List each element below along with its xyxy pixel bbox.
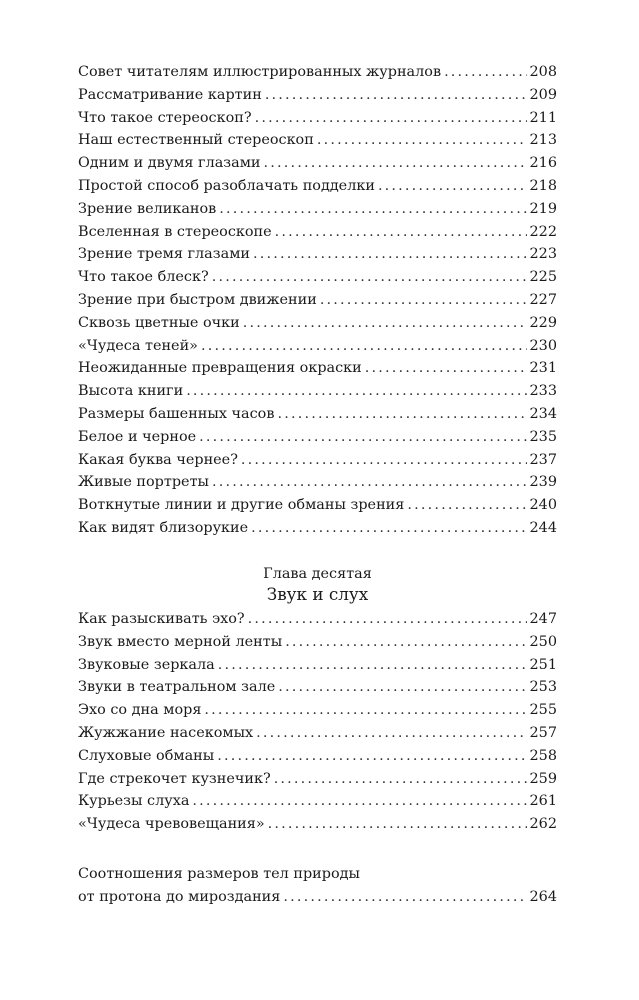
toc-entry[interactable] bbox=[78, 517, 557, 540]
dot-leader bbox=[255, 107, 527, 130]
toc-entry-page: 261 bbox=[529, 793, 557, 810]
toc-entry[interactable] bbox=[78, 357, 557, 380]
dot-leader bbox=[268, 813, 527, 836]
toc-entry[interactable] bbox=[78, 175, 557, 198]
toc-entry[interactable] bbox=[78, 676, 557, 699]
toc-entry-title: Зрение тремя глазами bbox=[78, 246, 250, 263]
toc-entry-page: 209 bbox=[529, 86, 557, 103]
toc-entry-title: Сквозь цветные очки bbox=[78, 314, 240, 331]
toc-entry-page: 208 bbox=[529, 64, 557, 80]
toc-entry[interactable] bbox=[78, 699, 557, 722]
toc-entry[interactable] bbox=[78, 790, 557, 813]
toc-entry[interactable] bbox=[78, 886, 557, 909]
toc-entry-title: от протона до мироздания bbox=[78, 888, 281, 905]
toc-entry[interactable] bbox=[78, 107, 557, 130]
dot-leader bbox=[212, 471, 527, 494]
toc-entry-title: Зрение великанов bbox=[78, 200, 217, 217]
dot-leader bbox=[218, 654, 527, 677]
dot-leader bbox=[256, 722, 526, 745]
toc-entry[interactable] bbox=[78, 631, 557, 654]
toc-entry-page: 251 bbox=[529, 656, 557, 673]
toc-entry[interactable] bbox=[78, 312, 557, 335]
toc-entry-page: 216 bbox=[529, 155, 557, 172]
dot-leader bbox=[212, 266, 527, 289]
toc-entry[interactable] bbox=[78, 221, 557, 244]
dot-leader bbox=[217, 745, 526, 768]
chapter-label: Глава десятая bbox=[263, 566, 372, 582]
toc-entry-title: «Чудеса чревовещания» bbox=[78, 816, 265, 833]
dot-leader bbox=[407, 494, 526, 517]
dot-leader bbox=[275, 221, 527, 244]
toc-entry[interactable] bbox=[78, 84, 557, 107]
toc-entry-title: Рассматривание картин bbox=[78, 86, 262, 103]
toc-entry-page: 233 bbox=[529, 383, 557, 400]
toc-entry[interactable] bbox=[78, 266, 557, 289]
toc-entry-page: 223 bbox=[529, 246, 557, 263]
toc-entry[interactable] bbox=[78, 152, 557, 175]
toc-entry[interactable] bbox=[78, 722, 557, 745]
toc-entry-page: 211 bbox=[529, 109, 557, 126]
dot-leader bbox=[199, 426, 526, 449]
toc-entry-page: 235 bbox=[529, 428, 557, 445]
toc-entry-title: Что такое стереоскоп? bbox=[78, 109, 252, 126]
toc-entry-page: 253 bbox=[529, 679, 557, 696]
toc-entry-page: 247 bbox=[529, 611, 557, 627]
toc-entry-title: Неожиданные превращения окраски bbox=[78, 360, 362, 377]
toc-entry-title: Воткнутые линии и другие обманы зрения bbox=[78, 497, 405, 514]
dot-leader bbox=[264, 152, 527, 175]
toc-entry-title: Как разыскивать эхо? bbox=[78, 611, 245, 627]
dot-leader bbox=[320, 289, 527, 312]
toc-entry-page: 225 bbox=[529, 269, 557, 286]
toc-entry-page: 218 bbox=[529, 177, 557, 194]
dot-leader bbox=[265, 84, 527, 107]
toc-entry-page: 258 bbox=[529, 747, 557, 764]
toc-entry-page: 250 bbox=[529, 633, 557, 650]
toc-entry-title: Белое и черное bbox=[78, 428, 197, 445]
dot-leader bbox=[253, 243, 527, 266]
toc-entry-title: Совет читателям иллюстрированных журналов bbox=[78, 64, 442, 80]
toc-entry-title: Звуки в театральном зале bbox=[78, 679, 276, 696]
toc-entry-title: Слуховые обманы bbox=[78, 747, 215, 764]
toc-entry-title: Курьезы слуха bbox=[78, 793, 190, 810]
toc-entry-title: Зрение при быстром движении bbox=[78, 291, 317, 308]
toc-entry-title: Вселенная в стереоскопе bbox=[78, 223, 272, 240]
dot-leader bbox=[278, 676, 526, 699]
chapter-title: Звук и слух bbox=[266, 584, 369, 604]
toc-entry-title: Эхо со дна моря bbox=[78, 702, 202, 719]
toc-entry[interactable] bbox=[78, 494, 557, 517]
dot-leader bbox=[283, 886, 526, 909]
toc-entry-page: 255 bbox=[529, 702, 557, 719]
toc-entry-title: Живые портреты bbox=[78, 474, 209, 491]
toc-entry-title: Где стрекочет кузнечик? bbox=[78, 770, 271, 787]
dot-leader bbox=[365, 357, 527, 380]
toc-section-1 bbox=[78, 61, 557, 540]
toc-entry-title: Размеры башенных часов bbox=[78, 405, 275, 422]
toc-entry[interactable] bbox=[78, 403, 557, 426]
dot-leader bbox=[285, 631, 526, 654]
toc-entry[interactable] bbox=[78, 61, 557, 84]
toc-entry-title: Высота книги bbox=[78, 383, 184, 400]
toc-entry-page: 227 bbox=[529, 291, 557, 308]
dot-leader bbox=[317, 129, 527, 152]
toc-entry[interactable] bbox=[78, 198, 557, 221]
toc-entry[interactable] bbox=[78, 129, 557, 152]
dot-leader bbox=[378, 175, 527, 198]
dot-leader bbox=[192, 790, 526, 813]
toc-appendix bbox=[78, 863, 557, 909]
toc-entry[interactable] bbox=[78, 426, 557, 449]
toc-entry-page: 222 bbox=[529, 223, 557, 240]
toc-entry-title: Звук вместо мерной ленты bbox=[78, 633, 283, 650]
toc-entry-page: 230 bbox=[529, 337, 557, 354]
toc-entry[interactable] bbox=[78, 654, 557, 677]
toc-entry-title: Какая буква чернее? bbox=[78, 451, 238, 468]
toc-entry-page: 219 bbox=[529, 200, 557, 217]
toc-entry-title: Одним и двумя глазами bbox=[78, 155, 261, 172]
dot-leader bbox=[243, 312, 527, 335]
toc-entry-title: Звуковые зеркала bbox=[78, 656, 215, 673]
toc-entry-page: 240 bbox=[529, 497, 557, 514]
toc-entry-page: 257 bbox=[529, 724, 557, 741]
toc-entry-page: 262 bbox=[529, 816, 557, 833]
toc-entry-page: 259 bbox=[529, 770, 557, 787]
dot-leader bbox=[241, 449, 527, 472]
toc-entry[interactable] bbox=[78, 768, 557, 791]
toc-entry-page: 213 bbox=[529, 132, 557, 149]
dot-leader bbox=[186, 380, 526, 403]
toc-entry[interactable] bbox=[78, 813, 557, 836]
toc-entry-page: 244 bbox=[529, 519, 557, 536]
toc-entry-title: Что такое блеск? bbox=[78, 269, 209, 286]
toc-entry-page: 229 bbox=[529, 314, 557, 331]
toc-entry-page: 239 bbox=[529, 474, 557, 491]
toc-entry[interactable] bbox=[78, 745, 557, 768]
dot-leader bbox=[444, 61, 526, 84]
toc-entry-page: 264 bbox=[529, 888, 557, 905]
toc-entry-title: Как видят близорукие bbox=[78, 519, 249, 536]
toc-entry[interactable] bbox=[78, 449, 557, 472]
toc-section-2 bbox=[78, 608, 557, 836]
toc-entry[interactable] bbox=[78, 380, 557, 403]
toc-entry-title: Простой способ разоблачать подделки bbox=[78, 177, 375, 194]
dot-leader bbox=[204, 699, 526, 722]
toc-entry-page: 237 bbox=[529, 451, 557, 468]
dot-leader bbox=[251, 517, 526, 540]
toc-entry[interactable] bbox=[78, 608, 557, 631]
toc-entry[interactable] bbox=[78, 243, 557, 266]
toc-entry[interactable] bbox=[78, 289, 557, 312]
toc-entry-title: Жужжание насекомых bbox=[78, 724, 254, 741]
toc-entry[interactable] bbox=[78, 471, 557, 494]
appendix-title-line-1: Соотношения размеров тел природы bbox=[78, 866, 360, 882]
dot-leader bbox=[219, 198, 526, 221]
toc-entry-page: 231 bbox=[529, 360, 557, 377]
dot-leader bbox=[201, 335, 527, 358]
toc-entry-page: 234 bbox=[529, 405, 557, 422]
toc-entry-title: Наш естественный стереоскоп bbox=[78, 132, 314, 149]
dot-leader bbox=[274, 768, 527, 791]
dot-leader bbox=[277, 403, 526, 426]
toc-entry-title: «Чудеса теней» bbox=[78, 337, 198, 354]
toc-entry[interactable] bbox=[78, 335, 557, 358]
dot-leader bbox=[248, 608, 527, 631]
